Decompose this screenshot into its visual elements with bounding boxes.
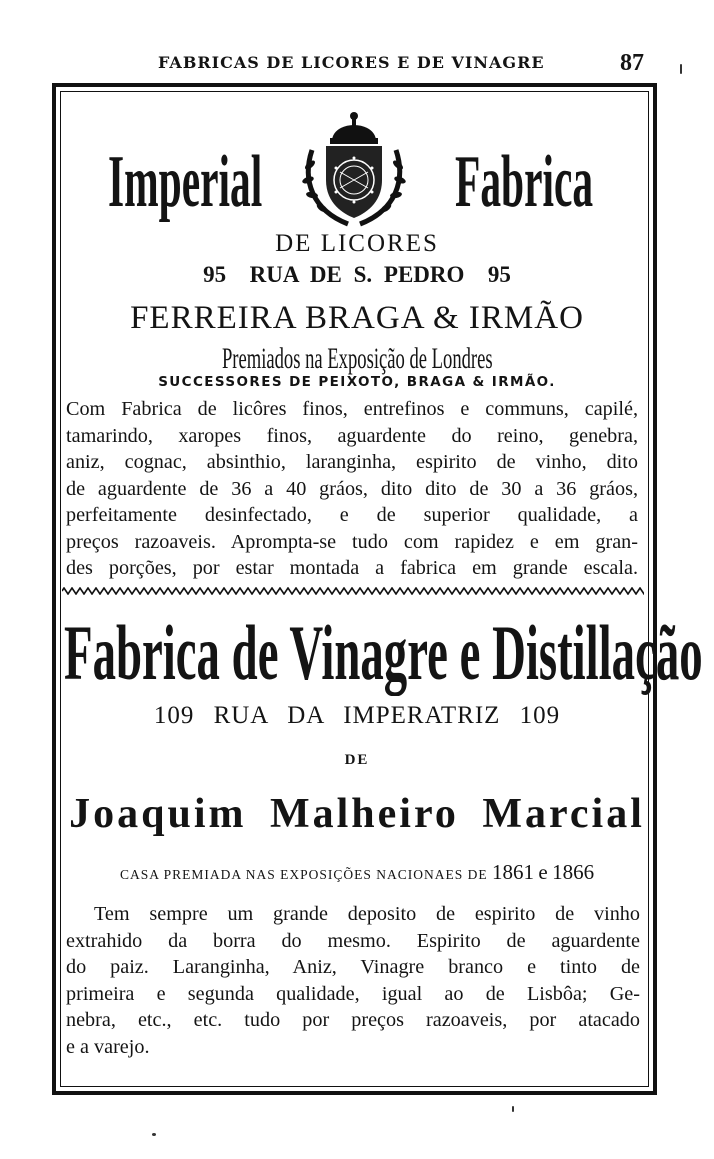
ad1-award-line — [62, 342, 652, 376]
ad2-year-2: 1866 — [552, 860, 595, 884]
ad2-body-line: extrahido da borra do mesmo. Espirito de aguardente — [66, 929, 640, 952]
running-title: FABRICAS DE LICORES E DE VINAGRE — [158, 53, 545, 72]
ad2-award-line — [62, 860, 652, 885]
ad2-address: 109 RUA DA IMPERATRIZ 109 — [153, 702, 561, 729]
ad2-body-line: do paiz. Laranginha, Aniz, Vinagre branco e tinto de — [66, 956, 640, 978]
ad2-body-line: e a varejo. — [66, 1035, 150, 1058]
ad2-body-line: Tem sempre um grande deposito de espirito de vinho — [94, 903, 640, 925]
coat-of-arms-icon — [298, 110, 410, 228]
ink-speck — [512, 1106, 514, 1112]
ad1-successors: SUCCESSORES DE PEIXOTO, BRAGA & IRMÃO. — [158, 374, 556, 390]
ad1-body-line: preços razoaveis. Aprompta-se tudo com rapidez e em gran- — [66, 530, 638, 553]
ad1-address: 95 RUA DE S. PEDRO 95 — [203, 262, 511, 287]
ink-speck — [152, 1133, 156, 1136]
ad2-owner-name: Joaquim Malheiro Marcial — [69, 791, 645, 837]
ad2-body-text — [66, 901, 640, 1060]
ad1-subtitle: DE LICORES — [275, 230, 439, 257]
ad1-body-line: aniz, cognac, absinthio, laranginha, espirito de vinho, dito — [66, 451, 638, 473]
ad2-conjunction: e — [538, 860, 548, 884]
ad2-title: Fabrica de Vinagre e Distillação — [64, 609, 703, 696]
ad1-body-line: des porções, por estar montada a fabrica em grande escala. — [66, 557, 638, 579]
ad1-body-text — [66, 396, 638, 582]
ad1-title-right: Fabrica — [455, 141, 594, 223]
ad1-company-name: FERREIRA BRAGA & IRMÃO — [130, 300, 584, 336]
ad1-award-text: Premiados na Exposição de Londres — [221, 342, 493, 375]
ad2-award-prefix: CASA PREMIADA NAS EXPOSIÇÕES NACIONAES DE — [119, 867, 488, 882]
page-number: 87 — [620, 50, 644, 76]
ad1-body-line: perfeitamente desinfectado, e de superior qualidade, a — [66, 504, 638, 526]
ad1-body-line: de aguardente de 36 a 40 gráos, dito dito de 30 a 36 gráos, — [66, 477, 638, 500]
ink-speck — [680, 64, 682, 74]
page-header — [0, 50, 714, 78]
ad1-body-line: tamarindo, xaropes finos, aguardente do reino, genebra, — [66, 424, 638, 447]
ad2-year-1: 1861 — [491, 860, 534, 884]
ad2-body-line: nebra, etc., etc. tudo por preços razoaveis, por atacado — [66, 1009, 640, 1031]
ad1-title-left: Imperial — [108, 141, 263, 223]
wavy-divider — [62, 587, 644, 595]
ad2-body-line: primeira e segunda qualidade, igual ao de Lisbôa; Ge- — [66, 982, 640, 1005]
ad2-de: DE — [344, 752, 370, 768]
ad1-body-line: Com Fabrica de licôres finos, entrefinos e communs, capilé, — [66, 398, 638, 420]
